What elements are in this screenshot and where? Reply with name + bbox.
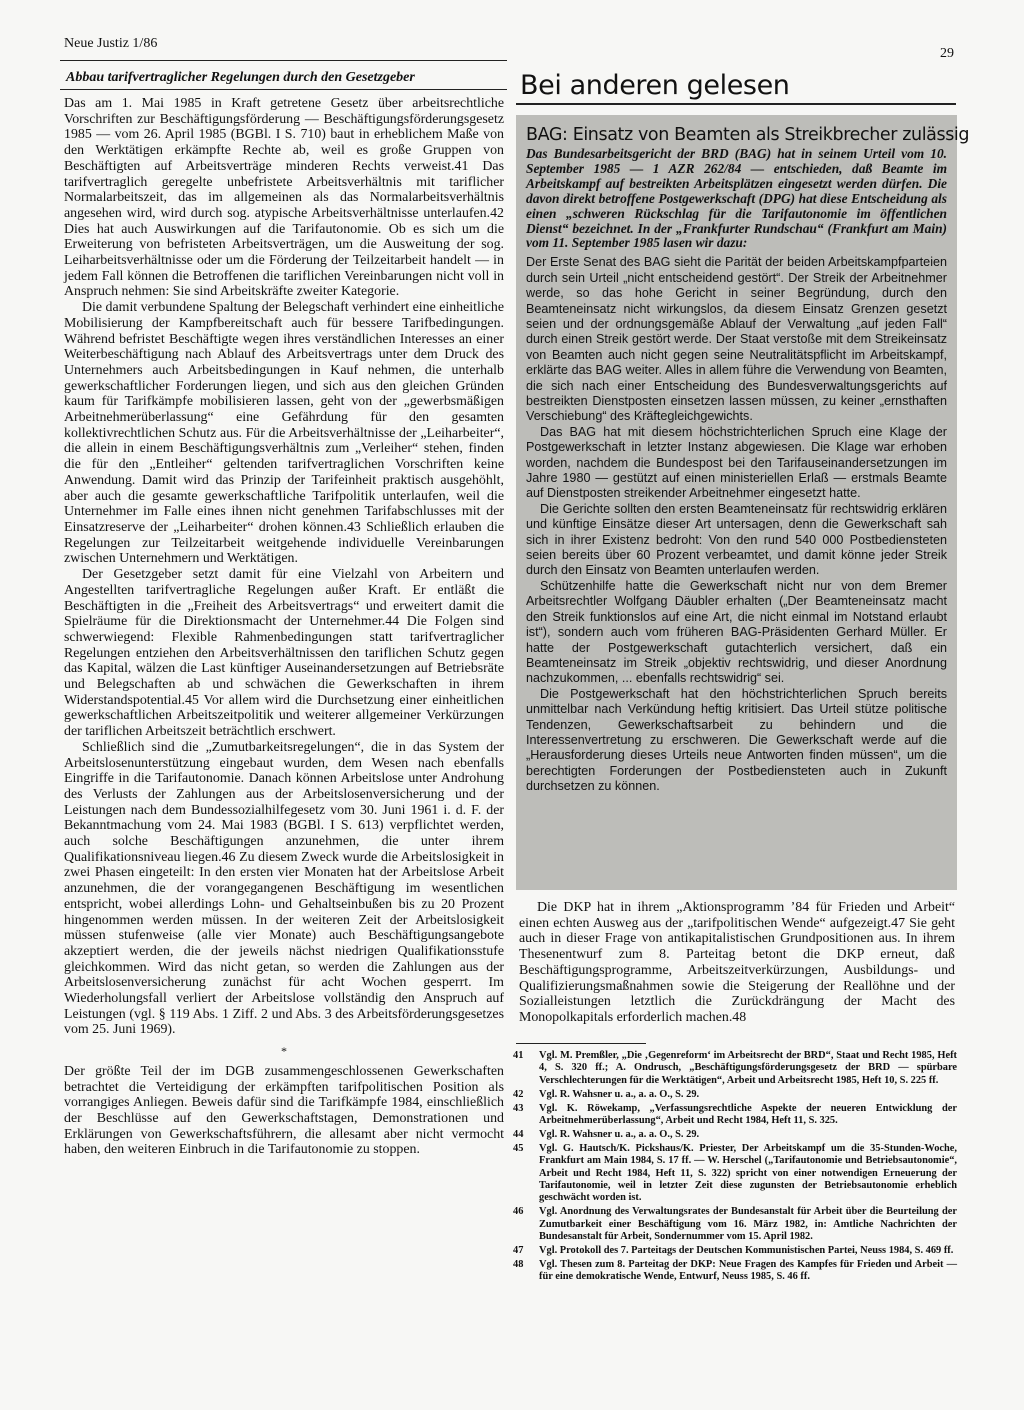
footnote-text: Vgl. K. Röwekamp, „Verfassungsrechtliche Aspekte der neueren Entwicklung der Arbeitnehmerüberlassung“, Arbeit und Recht 1984, Heft 11, S. 325. bbox=[539, 1102, 957, 1127]
running-head: Neue Justiz 1/86 bbox=[64, 36, 158, 51]
footnote-text: Vgl. M. Premßler, „Die ‚Gegenreform‘ im Arbeitsrecht der BRD“, Staat und Recht 1985, Heft 4, S. 320 ff.; A. Ondrusch, „Beschäftigungsförderungsgesetz der BRD — spürbare Verschlechterungen für die Werktätigen“, Arbeit und Arbeitsrecht 1985, Heft 10, S. 225 ff. bbox=[539, 1050, 957, 1086]
footnote-number: 48 bbox=[513, 1259, 524, 1270]
page-number: 29 bbox=[940, 46, 954, 61]
footnote-text: Vgl. R. Wahsner u. a., a. a. O., S. 29. bbox=[539, 1088, 700, 1100]
left-section-title: Abbau tarifvertraglicher Regelungen durch den Gesetzgeber bbox=[66, 70, 415, 85]
footnote-item bbox=[513, 1245, 957, 1257]
right-column-body bbox=[519, 900, 955, 1026]
footnote-number: 41 bbox=[513, 1050, 524, 1061]
box-paragraph-3: Die Gerichte sollten den ersten Beamteneinsatz für rechtswidrig erklären und künftige Einsätze dieser Art untersagen, denn die Gewerkschaft sah sich in ihrer Existenz bedroht: Von den rund 540 000 Postbediensteten seien bereits über 60 Prozent verbeamtet, und damit könne jeder Streik durch den Einsatz von Beamten unterlaufen werden. bbox=[526, 501, 947, 578]
footnote-item bbox=[513, 1259, 957, 1284]
box-intro: Das Bundesarbeitsgericht der BRD (BAG) hat in seinem Urteil vom 10. September 1985 — 1 AZR 262/84 — entschieden, daß Beamte im Arbeitskampf auf bestreikten Arbeitsplätzen eingesetzt werden dürfen. Die davon direkt betroffene Postgewerkschaft (DPG) hat diese Entscheidung als einen „schweren Rückschlag für die Tarifautonomie im öffentlichen Dienst“ bezeichnet. In der „Frankfurter Rundschau“ (Frankfurt am Main) vom 11. September 1985 lasen wir dazu: bbox=[526, 146, 947, 251]
box-paragraph-1: Der Erste Senat des BAG sieht die Parität der beiden Arbeitskampfparteien durch sein Urteil „nicht entscheidend gestört“. Der Streik der Arbeitnehmer werde, so das hohe Gericht in seiner Begründung, durch den Beamteneinsatz nicht wirkungslos, da diesem Einsatz Grenzen gesetzt seien und der ordnungsgemäße Ablauf der Verwaltung „auf jeden Fall“ durch einen Streik gestört werde. Der Staat verstoße mit dem Streikeinsatz von Beamten auch nicht gegen seine Neutralitätspflicht im Arbeitskampf, erklärte das BAG weiter. Alles in allem führe die Verwendung von Beamten, die sich nach einer Entscheidung des Bundesverwaltungsgerichts auf bestreikten Dienstposten einsetzen lassen müssen, zu keiner „ernsthaften Verschiebung“ des Kräftegleichgewichts. bbox=[526, 255, 947, 424]
box-paragraph-2: Das BAG hat mit diesem höchstrichterlichen Spruch eine Klage der Postgewerkschaft in letzter Instanz abgewiesen. Die Klage war erhoben worden, nachdem die Bundespost bei den Tarifauseinandersetzungen im Jahre 1980 — gestützt auf einen ministeriellen Erlaß — erstmals Beamte auf Dienstposten streikender Arbeitnehmer eingesetzt hatte. bbox=[526, 424, 947, 501]
top-rule bbox=[60, 60, 507, 61]
left-paragraph-2: Die damit verbundene Spaltung der Belegschaft verhindert eine einheitliche Mobilisierung der Kampfbereitschaft auch für bessere Tarifbedingungen. Während befristet Beschäftigte wegen ihres verständlichen Interesses an einer Weiterbeschäftigung nach Ablauf des Arbeitsvertrags unter dem Druck des Unternehmers auch Arbeitsbedingungen in Kauf nehmen, die unterhalb gewerkschaftlicher Forderungen liegen, und sich aus den gleichen Gründen kaum für Tarifkämpfe mobilisieren lassen, geht von der „gewerbsmäßigen Arbeitnehmerüberlassung“ eine Gefährdung für den gesamten kollektivrechtlichen Schutz aus. Für die Arbeitsverhältnisse der „Leiharbeiter“, die allein in einem Beschäftigungsverhältnis zum „Verleiher“ stehen, finden die für den „Entleiher“ geltenden tarifvertraglichen Vorschriften keine Anwendung. Damit wird das Prinzip der Tarifeinheit praktisch ausgehöhlt, aber auch die gesamte gewerkschaftliche Tarifpolitik unterlaufen, weil die Unternehmer im Falle eines ihnen nicht genehmen Tarifabschlusses mit der Einsatzreserve der „Leiharbeiter“ drohen können.43 Schließlich erlauben die Regelungen zur Teilzeitarbeit weitgehende individuelle Vereinbarungen zwischen Unternehmern und Werktätigen. bbox=[64, 300, 504, 567]
box-body bbox=[526, 255, 947, 794]
footnote-text: Vgl. Protokoll des 7. Parteitags der Deutschen Kommunistischen Partei, Neuss 1984, S. 469 ff. bbox=[539, 1245, 954, 1257]
footnote-number: 46 bbox=[513, 1206, 524, 1218]
section-separator: * bbox=[281, 1044, 287, 1059]
footnote-text: Vgl. Thesen zum 8. Parteitag der DKP: Neue Fragen des Kampfes für Frieden und Arbeit — für eine demokratische Wende, Entwurf, Neuss 1985, S. 46 ff. bbox=[539, 1259, 957, 1283]
footnote-item bbox=[513, 1206, 957, 1243]
footnote-text: Vgl. Anordnung des Verwaltungsrates der Bundesanstalt für Arbeit über die Beurteilung der Zumutbarkeit einer Beschäftigung vom 16. März 1982, in: Amtliche Nachrichten der Bundesanstalt für Arbeit, Sondernummer vom 15. April 1982. bbox=[539, 1206, 957, 1243]
footnotes bbox=[513, 1050, 957, 1285]
footnote-number: 42 bbox=[513, 1088, 524, 1100]
footnote-text: Vgl. G. Hautsch/K. Pickshaus/K. Priester, Der Arbeitskampf um die 35-Stunden-Woche, Frankfurt am Main 1984, S. 17 ff. — W. Herschel („Tarifautonomie und Betriebsautonomie“, Arbeit und Recht 1984, Heft 11, S. 322) spricht von einer notwendigen Erneuerung der Tarifautonomie, weil in letzter Zeit diese zugunsten der Betriebsautonomie erheblich geschwächt worden ist. bbox=[539, 1142, 957, 1204]
footnote-item bbox=[513, 1089, 957, 1101]
footnote-item bbox=[513, 1103, 957, 1128]
footnote-item bbox=[513, 1129, 957, 1141]
footnote-item bbox=[513, 1050, 957, 1087]
box-paragraph-5: Die Postgewerkschaft hat den höchstrichterlichen Spruch bereits unmittelbar nach Verkündung heftig kritisiert. Das Urteil stütze politische Tendenzen, Gewerkschaftsarbeit zu behindern und die Interessenvertretung zu erschweren. Die Gewerkschaft werde auf die „Herausforderung dieses Urteils neue Antworten finden müssen“, um die berechtigten Forderungen der Postbediensteten auch in Zukunft durchsetzen zu können. bbox=[526, 686, 947, 794]
quoted-article-box bbox=[516, 115, 970, 890]
footnote-number: 47 bbox=[513, 1245, 524, 1257]
title-rule bbox=[60, 89, 507, 90]
left-column-body bbox=[64, 96, 504, 1158]
right-section-heading: Bei anderen gelesen bbox=[520, 70, 790, 101]
footnote-item bbox=[513, 1143, 957, 1205]
box-title: BAG: Einsatz von Beamten als Streikbrecher zulässig bbox=[526, 125, 970, 145]
left-paragraph-1: Das am 1. Mai 1985 in Kraft getretene Gesetz über arbeitsrechtliche Vorschriften zur Beschäftigungsförderung — Beschäftigungsförderungsgesetz 1985 — vom 26. April 1985 (BGBl. I S. 710) baut in erheblichem Maße von den Werktätigen erkämpfte Rechte ab, weil es große Gruppen von Beschäftigten auf Arbeitsverträge minderen Rechts verweist.41 Das tarifvertraglich geregelte unbefristete Arbeitsverhältnis mit tariflicher Normalarbeitszeit, das im allgemeinen als das Normalarbeitsverhältnis angesehen wird, wird durch sog. atypische Arbeitsverhältnisse unterlaufen.42 Dies hat auch Auswirkungen auf die Tarifautonomie. Ob es sich um die Erweiterung von befristeten Arbeitsverträgen, um die Ausweitung der sog. Leiharbeitsverhältnisse oder um die Förderung der Teilzeitarbeit handelt — in jedem Fall können die Betroffenen die tariflichen Vereinbarungen nicht voll in Anspruch nehmen: Sie sind Arbeitskräfte zweiter Kategorie. bbox=[64, 96, 504, 300]
box-paragraph-4: Schützenhilfe hatte die Gewerkschaft nicht nur von dem Bremer Arbeitsrechtler Wolfgang Däubler erhalten („Der Beamteneinsatz macht den Streik funktionslos auf eine Art, die nicht einmal im Notstand erlaubt ist“), sondern auch vom früheren BAG-Präsidenten Gerhard Müller. Er hatte der Postgewerkschaft gutachterlich versichert, daß ein Beamteneinsatz im Streik „objektiv rechtswidrig, und dieser Anordnung nachzukommen, ... ebenfalls rechtswidrig“ sei. bbox=[526, 578, 947, 686]
footnote-number: 45 bbox=[513, 1142, 524, 1154]
right-paragraph-1: Die DKP hat in ihrem „Aktionsprogramm ’84 für Frieden und Arbeit“ einen echten Ausweg aus der „tarifpolitischen Wende“ aufgezeigt.47 Sie geht auch in dieser Frage von antikapitalistischen Grundpositionen aus. In ihrem Thesenentwurf zum 8. Parteitag betont die DKP erneut, daß Beschäftigungsprogramme, Arbeitszeitverkürzungen, Ausbildungs- und Qualifizierungsmaßnahmen sowie die Steigerung der Reallöhne und der Sozialleistungen letztlich die Zurückdrängung der Macht des Monopolkapitals erforderlich machen.48 bbox=[519, 900, 955, 1025]
right-heading-rule bbox=[516, 103, 956, 105]
footnote-text: Vgl. R. Wahsner u. a., a. a. O., S. 29. bbox=[539, 1128, 700, 1140]
footnote-number: 44 bbox=[513, 1128, 524, 1140]
footnote-number: 43 bbox=[513, 1102, 524, 1114]
left-paragraph-3: Der Gesetzgeber setzt damit für eine Vielzahl von Arbeitern und Angestellten tarifvertragliche Regelungen außer Kraft. Er entläßt die Beschäftigten in die „Freiheit des Arbeitsvertrags“ und erweitert damit die Spielräume für die Direktionsmacht der Unternehmer.44 Die Folgen sind schwerwiegend: Flexible Rahmenbedingungen statt tarifvertraglicher Regelungen entziehen den Arbeitsverhältnissen den tariflichen Schutz gegen das Kapital, wälzen die Last künftiger Auseinandersetzungen auf Betriebsräte und Belegschaften ab und schwächen die Gewerkschaften in ihrem Widerstandspotential.45 Vor allem wird die Durchsetzung einer einheitlichen gewerkschaftlichen Arbeitszeitpolitik und weiterer allgemeiner Verkürzungen der tariflichen Arbeitszeit beträchtlich erschwert. bbox=[64, 567, 504, 740]
left-paragraph-4: Schließlich sind die „Zumutbarkeitsregelungen“, die in das System der Arbeitslosenunterstützung eingebaut wurden, dem Wesen nach ebenfalls Eingriffe in die Tarifautonomie. Danach können Arbeitslose unter Androhung des Verlusts der Zahlungen aus der Arbeitslosenversicherung und der Leistungen nach dem Bundessozialhilfegesetz vom 30. Juni 1961 i. d. F. der Bekanntmachung vom 24. Mai 1983 (BGBl. I S. 613) verpflichtet werden, auch solche Beschäftigungen anzunehmen, die unter ihrem Qualifikationsniveau liegen.46 Zu diesem Zweck wurde die Arbeitslosigkeit in zwei Phasen eingeteilt: In den ersten vier Monaten hat der Arbeitslose Arbeit anzunehmen, die der vorangegangenen Beschäftigung im wesentlichen entspricht, wobei allerdings Lohn- und Gehaltseinbußen bis zu 20 Prozent hingenommen werden müssen. In der weiteren Zeit der Arbeitslosigkeit müssen stufenweise (alle vier Monate) auch Beschäftigungsangebote akzeptiert werden, die der jeweils nächst niedrigen Qualifikationsstufe gleichkommen. Wird das nicht getan, so werden die Zahlungen aus der Arbeitslosenversicherung zunächst für acht Wochen gesperrt. Im Wiederholungsfall verliert der Arbeitslose vollständig den Anspruch auf Leistungen (vgl. § 119 Abs. 1 Ziff. 2 und Abs. 3 des Arbeitsförderungsgesetzes vom 25. Juni 1969). bbox=[64, 739, 504, 1038]
left-paragraph-5: Der größte Teil der im DGB zusammengeschlossenen Gewerkschaften betrachtet die Verteidigung der erkämpften tarifpolitischen Position als vorrangiges Anliegen. Beweis dafür sind die Tarifkämpfe 1984, einschließlich der Beschlüsse auf den Gewerkschaftstagen, Demonstrationen und Erklärungen von Gewerkschaftsführern, die allesamt aber nicht vermocht haben, den weiteren Einbruch in die Tarifautonomie zu stoppen. bbox=[64, 1063, 504, 1158]
footnote-rule bbox=[516, 1043, 646, 1044]
